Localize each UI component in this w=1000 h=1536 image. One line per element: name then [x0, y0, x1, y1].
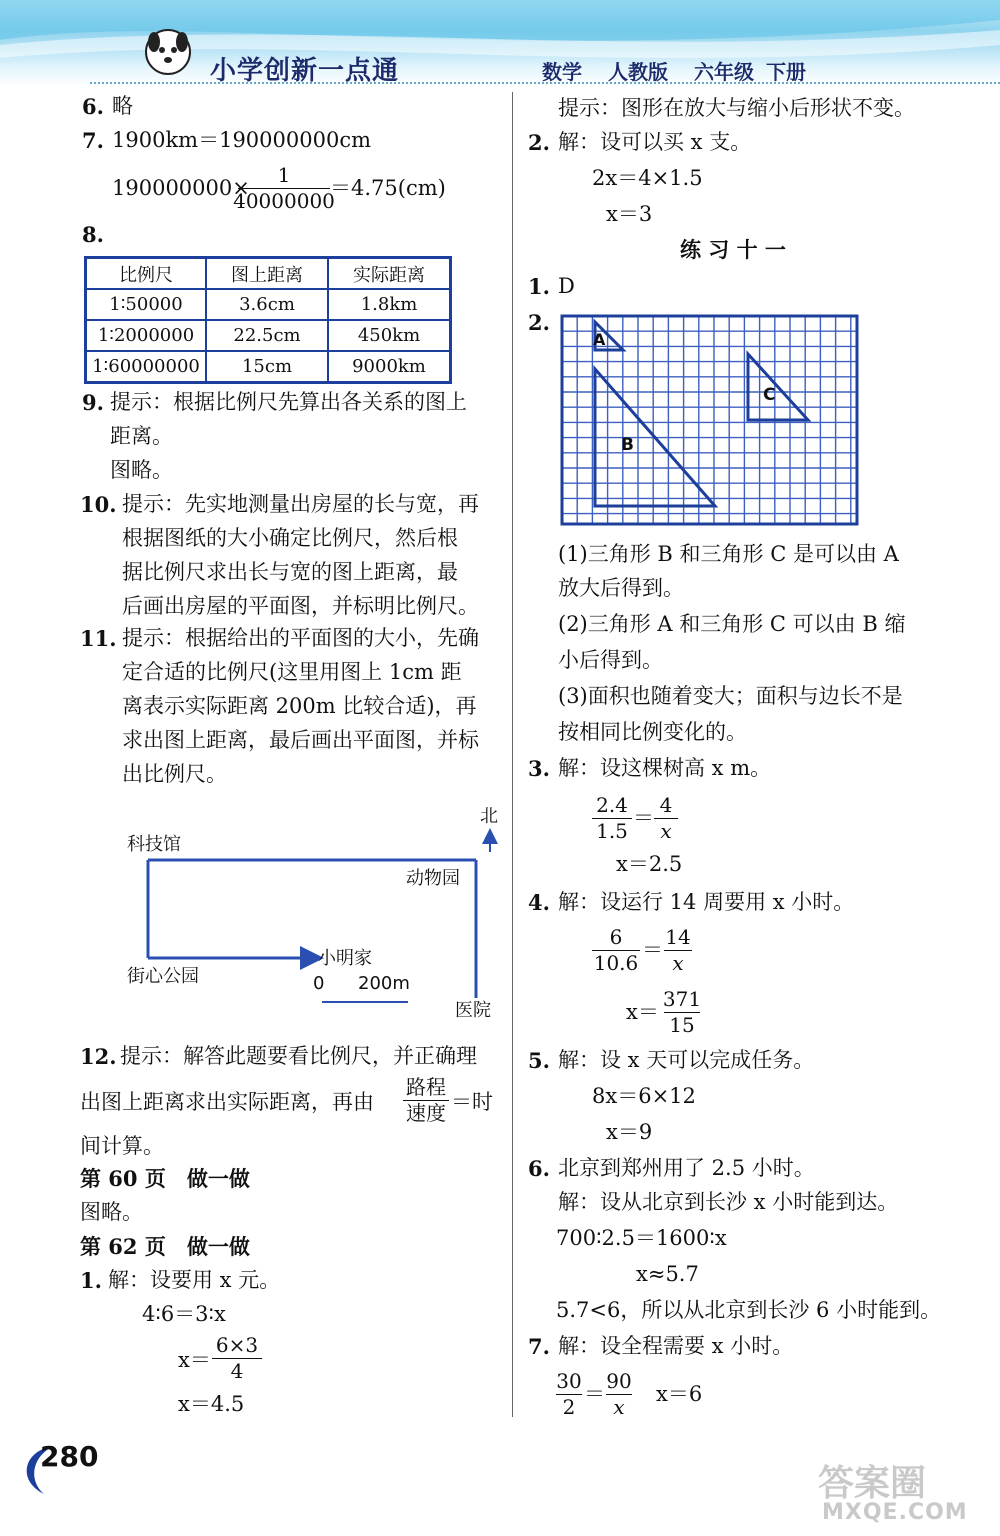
q7-frac-den: 40000000 — [233, 189, 335, 213]
table-cell: 1∶2000000 — [86, 320, 207, 351]
q8-number: 8. — [82, 222, 104, 247]
r-q2-line: 解：设可以买 x 支。 — [558, 130, 752, 154]
table-header-cell: 图上距离 — [206, 258, 328, 290]
ex4-f1-den: 10.6 — [593, 951, 639, 975]
brand-title: 小学创新一点通 — [210, 56, 400, 86]
q12-line1: 提示：解答此题要看比例尺，并正确理 — [120, 1044, 477, 1068]
ex4-f1-num: 6 — [609, 925, 623, 949]
table-cell: 1.8km — [328, 289, 451, 320]
r-q2-number: 2. — [528, 130, 550, 155]
table-cell: 15cm — [206, 351, 328, 383]
ex4-line: 解：设运行 14 周要用 x 小时。 — [558, 890, 855, 914]
table-cell: 3.6cm — [206, 289, 328, 320]
ex4-f2-num: 14 — [665, 925, 691, 949]
q10-line3: 据比例尺求出长与宽的图上距离，最 — [122, 560, 458, 584]
q7-line1: 1900km＝190000000cm — [112, 128, 372, 152]
ex7-equals: ＝ — [584, 1382, 605, 1406]
triangle-a-label: A — [593, 330, 606, 349]
q11-line5: 出比例尺。 — [122, 762, 227, 786]
q6-text: 略 — [112, 94, 133, 118]
q11-line1: 提示：根据给出的平面图的大小，先确 — [122, 626, 479, 650]
ex2-p2-line2: 小后得到。 — [558, 648, 663, 672]
p62-eq1: 4∶6＝3∶x — [142, 1302, 226, 1326]
q10-line2: 根据图纸的大小确定比例尺，然后根 — [122, 526, 458, 550]
ex7-number: 7. — [528, 1334, 550, 1359]
subject-label: 数学 — [542, 60, 582, 84]
p62-fraction — [212, 1334, 262, 1383]
p62-answer: x＝4.5 — [178, 1392, 245, 1416]
watermark-url: MXQE.COM — [822, 1500, 968, 1525]
p60-text: 图略。 — [80, 1200, 143, 1224]
ex3-equals: ＝ — [633, 806, 654, 830]
ex2-number: 2. — [528, 310, 550, 335]
q7-number: 7. — [82, 128, 104, 153]
q9-number: 9. — [82, 390, 104, 415]
ex1-answer: D — [558, 274, 575, 298]
q9-line1: 提示：根据比例尺先算出各关系的图上 — [110, 390, 467, 414]
q10-number: 10. — [80, 492, 117, 517]
r-q2-eq: 2x＝4×1.5 — [592, 166, 703, 190]
triangle-b-label: B — [621, 435, 634, 455]
grid-lines — [562, 316, 857, 524]
table-cell: 9000km — [328, 351, 451, 383]
ex3-f2-num: 4 — [659, 793, 673, 817]
ex7-f2-den: x — [613, 1395, 625, 1419]
q9-line2: 距离。 — [110, 424, 173, 448]
edition-label: 人教版 — [608, 60, 668, 84]
triangle-c-label: C — [763, 385, 776, 405]
volume-label: 下册 — [766, 60, 806, 84]
ex5-eq: 8x＝6×12 — [592, 1084, 696, 1108]
ex6-answer: x≈5.7 — [636, 1262, 699, 1286]
q12-frac-den: 速度 — [406, 1101, 446, 1125]
ex3-fraction-2 — [654, 794, 678, 843]
q11-line3: 离表示实际距离 200m 比较合适)，再 — [122, 694, 477, 718]
q12-frac-num: 路程 — [406, 1075, 446, 1099]
q7-frac-num: 1 — [277, 163, 291, 187]
q7-expr-right: ＝4.75(cm) — [330, 176, 446, 200]
q11-number: 11. — [80, 626, 117, 651]
scale-zero-label: 0 — [313, 973, 325, 994]
p62-title: 第 62 页 做一做 — [80, 1234, 250, 1259]
ex3-fraction-1 — [592, 794, 632, 843]
ex3-number: 3. — [528, 756, 550, 781]
q10-line4: 后画出房屋的平面图，并标明比例尺。 — [122, 594, 479, 618]
ex4-f3-num: 371 — [662, 987, 702, 1011]
ex7-f2-num: 90 — [606, 1369, 632, 1393]
ex4-f2-den: x — [672, 951, 684, 975]
ex5-number: 5. — [528, 1048, 550, 1073]
ex5-line: 解：设 x 天可以完成任务。 — [558, 1048, 815, 1072]
map-north-label: 北 — [480, 806, 498, 827]
p62-frac-num: 6×3 — [215, 1333, 259, 1357]
ex2-p1-line1: (1)三角形 B 和三角形 C 是可以由 A — [558, 542, 899, 566]
q12-line2a: 出图上距离求出实际距离，再由 — [80, 1090, 374, 1114]
table-cell: 1∶60000000 — [86, 351, 207, 383]
q6-number: 6. — [82, 94, 104, 119]
ex3-f1-num: 2.4 — [596, 793, 628, 817]
ex4-equals: ＝ — [642, 938, 663, 962]
map-museum-label: 科技馆 — [127, 834, 181, 855]
ex2-p3-line1: (3)面积也随着变大；面积与边长不是 — [558, 684, 903, 708]
ex6-number: 6. — [528, 1156, 550, 1181]
table-cell: 1∶50000 — [86, 289, 207, 320]
ex7-fraction-1 — [556, 1370, 582, 1419]
q12-fraction — [403, 1076, 449, 1125]
triangle-c — [748, 354, 808, 420]
q11-line4: 求出图上距离，最后画出平面图，并标 — [122, 728, 479, 752]
map-home-label: 小明家 — [318, 948, 372, 969]
ex3-line: 解：设这棵树高 x m。 — [558, 756, 772, 780]
scale-value-label: 200m — [358, 973, 410, 994]
p62-frac-den: 4 — [230, 1359, 244, 1383]
map-zoo-label: 动物园 — [406, 868, 460, 889]
q7-expr-left: 190000000× — [112, 176, 250, 200]
page-number: 280 — [40, 1440, 99, 1473]
table-cell: 22.5cm — [206, 320, 328, 351]
ex4-number: 4. — [528, 890, 550, 915]
p62-x-eq: x＝ — [178, 1348, 211, 1372]
ex6-line1: 北京到郑州用了 2.5 小时。 — [558, 1156, 815, 1180]
ex7-line: 解：设全程需要 x 小时。 — [558, 1334, 794, 1358]
p62-q1-line: 解：设要用 x 元。 — [108, 1268, 281, 1292]
section-title: 练 习 十 一 — [680, 238, 786, 262]
table-header-cell: 实际距离 — [328, 258, 451, 290]
q11-line2: 定合适的比例尺(这里用图上 1cm 距 — [122, 660, 462, 684]
p62-q1-number: 1. — [80, 1268, 102, 1293]
ex6-conclusion: 5.7<6，所以从北京到长沙 6 小时能到。 — [556, 1298, 942, 1322]
q12-line3: 间计算。 — [80, 1134, 164, 1158]
q10-line1: 提示：先实地测量出房屋的长与宽，再 — [122, 492, 479, 516]
ex7-f1-num: 30 — [556, 1369, 582, 1393]
q12-line2b: ＝时 — [451, 1090, 493, 1114]
grade-label: 六年级 — [694, 60, 754, 84]
map-park-label: 街心公园 — [127, 966, 199, 987]
ex6-line2: 解：设从北京到长沙 x 小时能到达。 — [558, 1190, 899, 1214]
q12-number: 12. — [80, 1044, 117, 1069]
table-cell: 450km — [328, 320, 451, 351]
ex3-f2-den: x — [660, 819, 672, 843]
table-header-cell: 比例尺 — [86, 258, 207, 290]
map-hospital-label: 医院 — [455, 1000, 491, 1021]
p60-title: 第 60 页 做一做 — [80, 1166, 250, 1191]
ex3-answer: x＝2.5 — [616, 852, 683, 876]
ex2-p3-line2: 按相同比例变化的。 — [558, 720, 747, 744]
ex2-p2-line1: (2)三角形 A 和三角形 C 可以由 B 缩 — [558, 612, 906, 636]
watermark-logo-text: 答案圈 — [818, 1463, 927, 1504]
ex1-number: 1. — [528, 274, 550, 299]
q9-line3: 图略。 — [110, 458, 173, 482]
ex4-fraction-3 — [664, 988, 700, 1037]
ex4-x-eq: x＝ — [626, 1000, 659, 1024]
r-q2-answer: x＝3 — [606, 202, 653, 226]
ex4-f3-den: 15 — [669, 1013, 695, 1037]
ex7-f1-den: 2 — [562, 1395, 576, 1419]
ex4-fraction-1 — [592, 926, 640, 975]
ex2-p1-line2: 放大后得到。 — [558, 576, 684, 600]
grid-border — [562, 316, 857, 524]
ex4-fraction-2 — [664, 926, 692, 975]
ex3-f1-den: 1.5 — [596, 819, 628, 843]
ex7-fraction-2 — [606, 1370, 632, 1419]
ex5-answer: x＝9 — [606, 1120, 653, 1144]
ex7-answer: x＝6 — [656, 1382, 703, 1406]
hint-top: 提示：图形在放大与缩小后形状不变。 — [558, 96, 915, 120]
ex6-eq: 700∶2.5＝1600∶x — [556, 1226, 727, 1250]
